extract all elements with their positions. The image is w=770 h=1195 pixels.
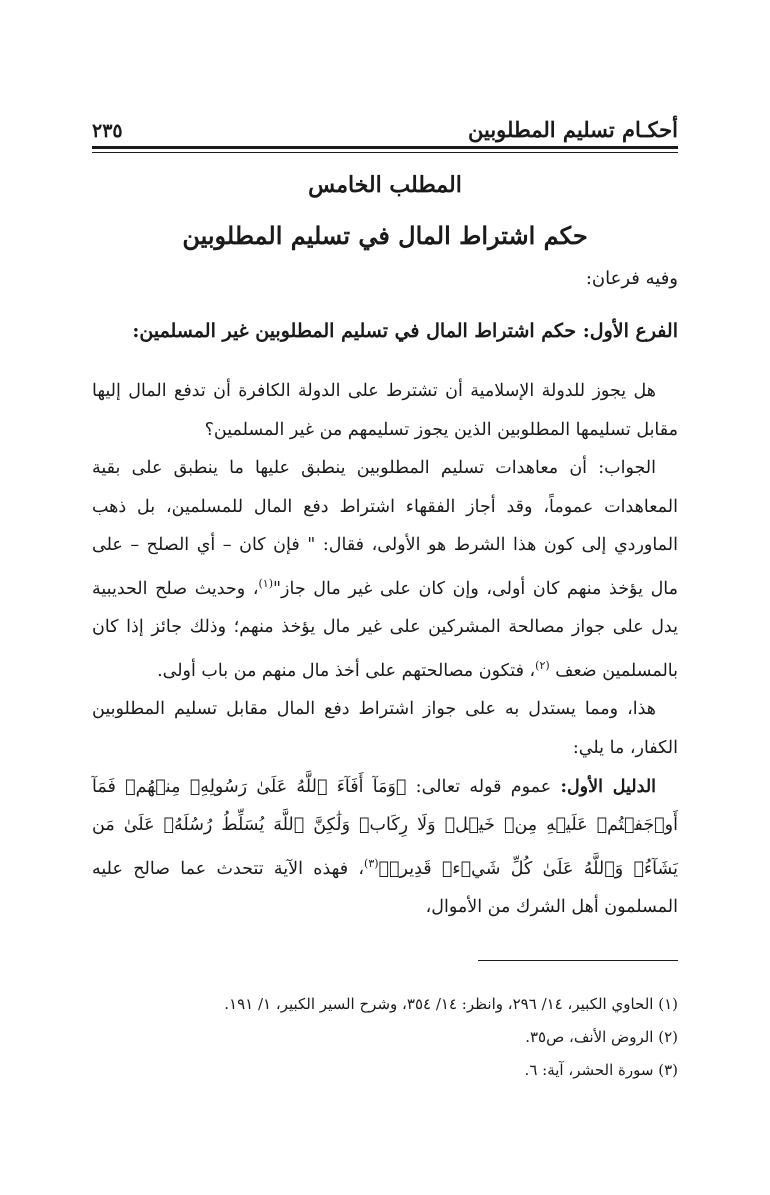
footnotes: [92, 988, 678, 1087]
page-number: ٢٣٥: [92, 120, 123, 142]
running-title: أحكـام تسليم المطلوبين: [468, 117, 678, 142]
first-evidence-text-part2: ، فهذه الآية تتحدث عما صالح عليه المسلمون أهل الشرك من الأموال،: [92, 858, 678, 918]
paragraph-first-evidence: [92, 768, 678, 927]
header-rule-thin: [92, 152, 678, 153]
answer-text-part2: ، وحديث صلح الحديبية يدل على جواز مصالحة المشركين على غير مال يؤخذ منهم؛ وذلك جائز إذا كان بالمسلمين ضعف: [92, 578, 678, 681]
intro-text: وفيه فرعان:: [585, 268, 678, 289]
header-rule-thick: [92, 146, 678, 149]
paragraph-question: هل يجوز للدولة الإسلامية أن تشترط على الدولة الكافرة أن تدفع المال إليها مقابل تسليمها المطلوبين الذين يجوز تسليمهم من غير المسلمين؟: [92, 381, 678, 440]
branch-heading: الفرع الأول: حكم اشتراط المال في تسليم المطلوبين غير المسلمين:: [132, 320, 678, 342]
chapter-title: حكم اشتراط المال في تسليم المطلوبين: [182, 221, 588, 250]
quran-verse: ﴿وَمَآ أَفَآءَ ٱللَّهُ عَلَىٰ رَسُولِهِۦ مِنۡهُمۡ فَمَآ أَوۡجَفۡتُمۡ عَلَيۡهِ مِنۡ خَيۡلٖ وَلَا رِكَابٖ وَلَٰكِنَّ ٱللَّهَ يُسَلِّطُ رُسُلَهُۥ عَلَىٰ مَن يَشَآءُۚ وَٱللَّهُ عَلَىٰ كُلِّ شَيۡءٖ قَدِيرٞ﴾: [92, 776, 678, 879]
footnote-separator: [478, 960, 678, 961]
body-text: [92, 372, 678, 927]
section-title: المطلب الخامس: [308, 172, 462, 198]
page-header: [92, 108, 678, 142]
footnote-2: (٢) الروض الأنف، ص٣٥.: [525, 1028, 678, 1046]
footnote-ref-3[interactable]: (٣): [364, 856, 379, 870]
footnote-ref-1[interactable]: (١): [258, 576, 273, 590]
paragraph-evidence-intro: هذا، ومما يستدل به على جواز اشتراط دفع المال مقابل تسليم المطلوبين الكفار، ما يلي:: [92, 699, 678, 758]
footnote-ref-2[interactable]: (٢): [535, 658, 550, 672]
paragraph-answer: [92, 449, 678, 690]
first-evidence-label: الدليل الأول:: [560, 776, 657, 797]
footnote-1: (١) الحاوي الكبير، ١٤/ ٢٩٦، وانظر: ١٤/ ٣٥٤، وشرح السير الكبير، ١/ ١٩١.: [224, 995, 678, 1013]
first-evidence-text-part1: عموم قوله تعالى:: [406, 776, 561, 797]
answer-text-part1: الجواب: أن معاهدات تسليم المطلوبين ينطبق عليها ما ينطبق على بقية المعاهدات عموماً، وقد أجاز الفقهاء اشتراط دفع المال للمسلمين، بل ذهب الماوردي إلى كون هذا الشرط هو الأولى، فقال: " فإن كان – أي الصلح – على مال يؤخذ منهم كان أولى، وإن كان على غير مال جاز": [92, 458, 678, 599]
footnote-3: (٣) سورة الحشر، آية: ٦.: [524, 1061, 678, 1079]
answer-text-part3: ، فتكون مصالحتهم على أخذ مال منهم من باب أولى.: [157, 660, 536, 681]
